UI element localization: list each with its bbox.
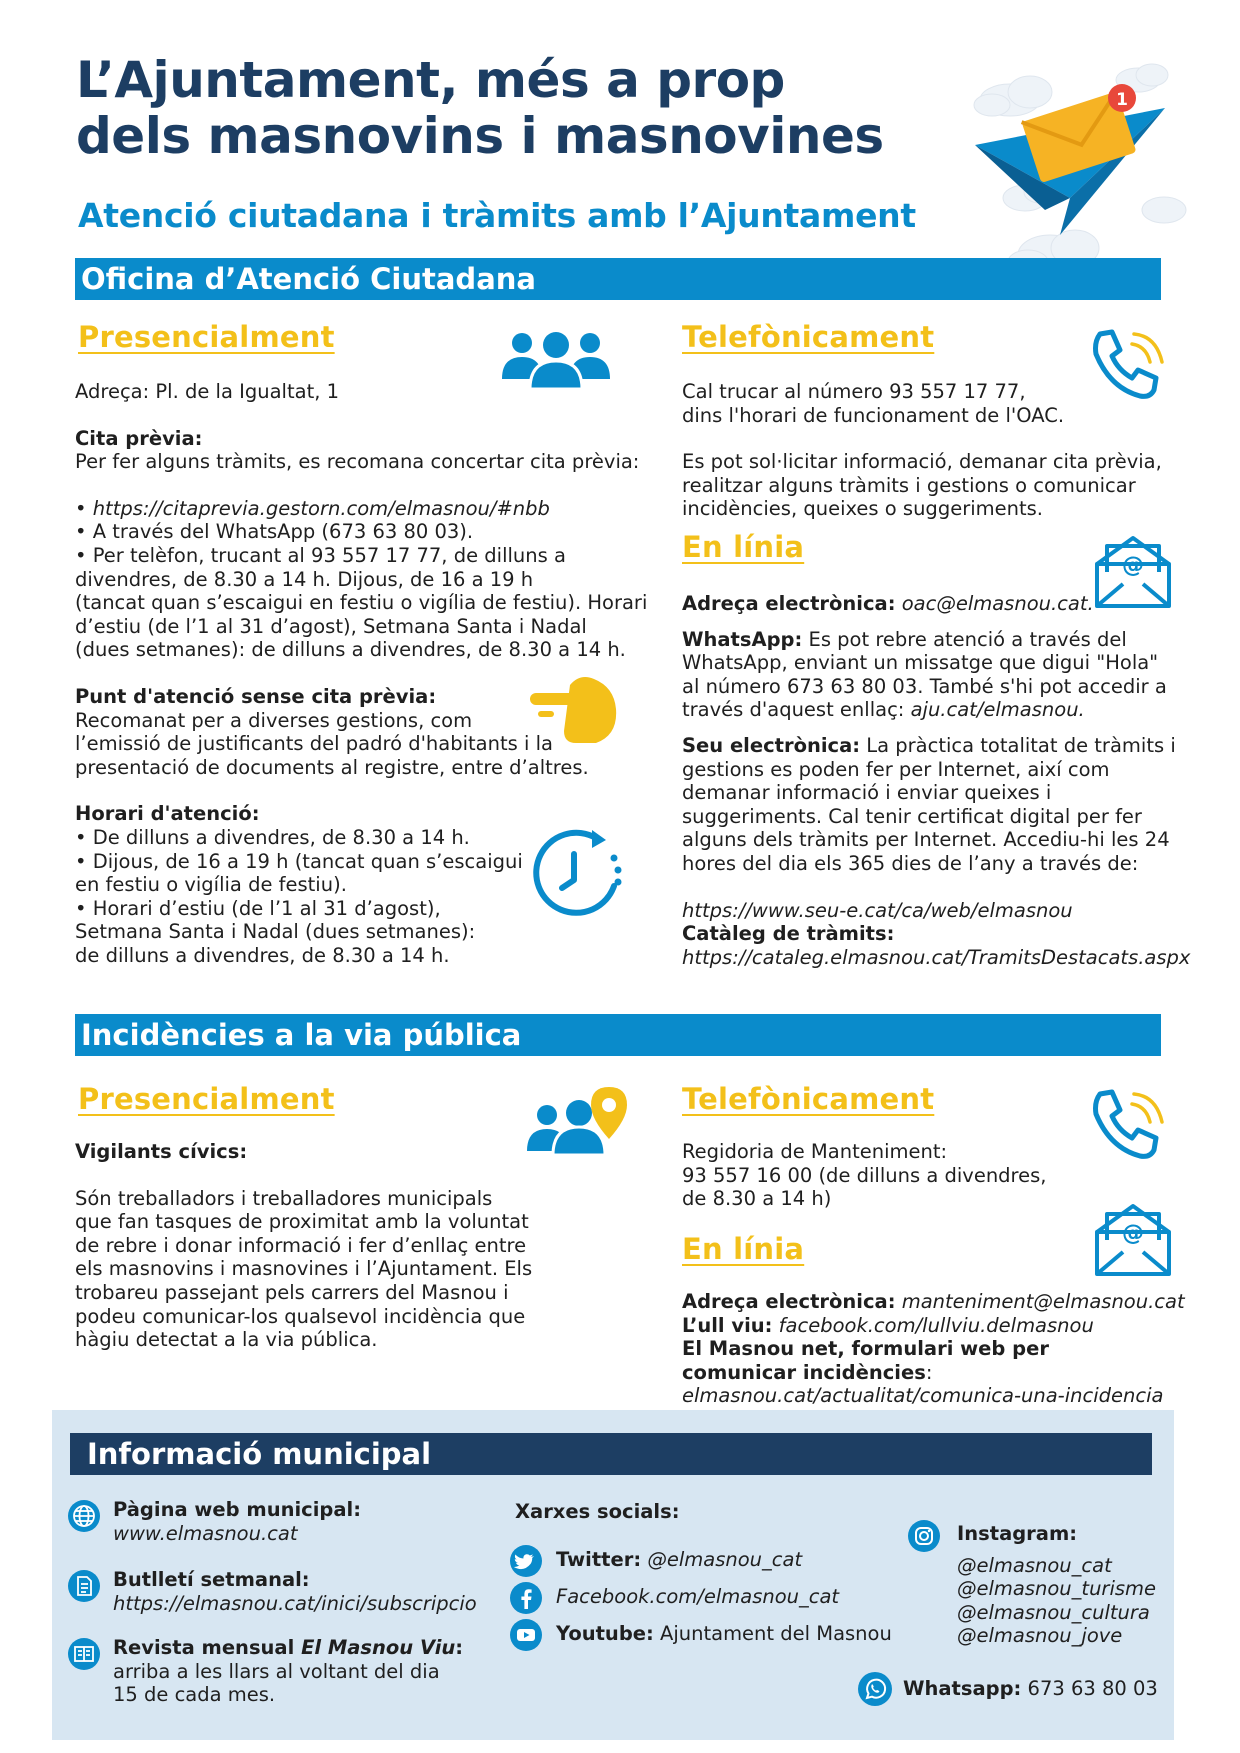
masnou-net-link[interactable]: elmasnou.cat/actualitat/comunica-una-incidencia [682, 1384, 1164, 1408]
email-envelope-icon [1093, 1200, 1173, 1282]
horari-title: Horari d'atenció: [75, 802, 260, 826]
horari-line: • De dilluns a divendres, de 8.30 a 14 h. [75, 825, 470, 849]
email-label: Adreça electrònica: [682, 1290, 896, 1313]
cataleg-label: Catàleg de tràmits: [682, 922, 895, 946]
email-link[interactable]: oac@elmasnou.cat. [901, 592, 1094, 615]
manteniment-line: de 8.30 a 14 h) [682, 1187, 832, 1211]
manteniment-line: 93 557 16 00 (de dilluns a divendres, [682, 1163, 1047, 1187]
vigilants-title: Vigilants cívics: [75, 1140, 248, 1163]
web-block [113, 1498, 361, 1545]
revista-line: 15 de cada mes. [113, 1683, 276, 1707]
email-label: Adreça electrònica: [682, 592, 896, 615]
heading-presencial-incidencies: Presencialment [78, 1082, 335, 1116]
svg-text:@: @ [1122, 553, 1144, 578]
section-band-incidencies: Incidències a la via pública [75, 1014, 1161, 1056]
oac-online-content [682, 592, 1191, 969]
vigilants-line: de rebre i donar informació i fer d’enllaç entre [75, 1233, 527, 1257]
whatsapp-line: WhatsApp, enviant un missatge que digui "Hola" [682, 651, 1159, 675]
cita-line: d’estiu (de l’1 al 31 d’agost), Setmana Santa i Nadal [75, 614, 587, 638]
instagram-handle[interactable]: @elmasnou_jove [957, 1624, 1123, 1648]
whatsapp-line: al número 673 63 80 03. També s'hi pot accedir a [682, 674, 1167, 698]
butlleti-label: Butlletí setmanal: [113, 1568, 310, 1591]
page-subtitle: Atenció ciutadana i tràmits amb l’Ajuntament [78, 196, 916, 235]
seu-line: suggeriments. Cal tenir certificat digital per fer [682, 804, 1142, 828]
whatsapp-line: través d'aquest enllaç: [682, 698, 911, 722]
section-band-info: Informació municipal [70, 1433, 1152, 1475]
masnou-net-label: El Masnou net, formulari web per [682, 1337, 1049, 1361]
cita-line: (dues setmanes): de dilluns a divendres, de 8.30 a 14 h. [75, 638, 626, 662]
telefon-line: Es pot sol·licitar informació, demanar cita prèvia, [682, 450, 1162, 474]
horari-line: Setmana Santa i Nadal (dues setmanes): [75, 920, 476, 944]
punt-line: presentació de documents al registre, entre d’altres. [75, 755, 589, 779]
heading-telefon-oac: Telefònicament [682, 320, 935, 354]
whatsapp-row [903, 1677, 1158, 1701]
facebook-icon[interactable] [510, 1582, 542, 1614]
vigilants-line: que fan tasques de proximitat amb la voluntat [75, 1210, 529, 1234]
revista-line: arriba a les llars al voltant del dia [113, 1659, 440, 1683]
cita-line: divendres, de 8.30 a 14 h. Dijous, de 16 a 19 h [75, 567, 534, 591]
globe-icon [68, 1500, 100, 1532]
seu-link[interactable]: https://www.seu-e.cat/ca/web/elmasnou [682, 898, 1073, 922]
vigilants-line: trobareu passejant pels carrers del Masnou i [75, 1280, 509, 1304]
whatsapp-text: Es pot rebre atenció a través del [802, 627, 1127, 651]
clock-icon [532, 828, 624, 924]
horari-line: de dilluns a divendres, de 8.30 a 14 h. [75, 943, 450, 967]
butlleti-block [113, 1568, 477, 1615]
whatsapp-icon[interactable] [858, 1672, 892, 1706]
telefon-line: incidències, queixes o suggeriments. [682, 497, 1043, 521]
masnou-net-colon: : [925, 1360, 933, 1384]
twitter-icon[interactable] [510, 1545, 542, 1577]
cita-title: Cita prèvia: [75, 426, 203, 450]
xarxes-label: Xarxes socials: [515, 1500, 680, 1523]
svg-text:@: @ [1122, 1221, 1144, 1246]
cita-line: (tancat quan s’escaigui en festiu o vigília de festiu). Horari [75, 591, 648, 615]
page-title: L’Ajuntament, més a prop dels masnovins i masnovines [76, 51, 884, 165]
manteniment-line: Regidoria de Manteniment: [682, 1140, 948, 1163]
instagram-icon[interactable] [908, 1520, 940, 1552]
pointing-hand-icon [530, 675, 622, 751]
seu-text: La pràctica totalitat de tràmits i [860, 733, 1176, 757]
twitter-link[interactable]: @elmasnou_cat [641, 1548, 803, 1571]
vigilants-line: podeu comunicar-los qualsevol incidència que [75, 1304, 526, 1328]
whatsapp-label: WhatsApp: [682, 627, 803, 651]
incidencies-online-content [682, 1290, 1185, 1408]
whatsapp-label: Whatsapp: [903, 1677, 1022, 1700]
revista-colon: : [455, 1636, 464, 1659]
heading-online-incidencies: En línia [682, 1232, 805, 1266]
section-band-oac: Oficina d’Atenció Ciutadana [75, 258, 1161, 300]
telefon-line: realitzar alguns tràmits i gestions o comunicar [682, 473, 1136, 497]
web-link[interactable]: www.elmasnou.cat [113, 1521, 298, 1545]
email-link[interactable]: manteniment@elmasnou.cat [895, 1290, 1185, 1313]
incidencies-telefon-content [682, 1140, 1122, 1211]
notification-badge: 1 [1116, 90, 1128, 110]
horari-line: en festiu o vigília de festiu). [75, 873, 347, 897]
youtube-channel[interactable]: Ajuntament del Masnou [653, 1622, 892, 1645]
vigilants-line: hàgiu detectat a la via pública. [75, 1328, 378, 1352]
butlleti-link[interactable]: https://elmasnou.cat/inici/subscripcio [113, 1591, 477, 1615]
vigilants-line: Són treballadors i treballadores municipals [75, 1186, 493, 1210]
punt-line: l’emissió de justificants del padró d'habitants i la [75, 732, 553, 756]
revista-label: Revista mensual [113, 1636, 302, 1659]
instagram-label: Instagram: [957, 1522, 1078, 1545]
punt-line: Recomanat per a diverses gestions, com [75, 708, 473, 732]
address-text: Adreça: Pl. de la Igualtat, 1 [75, 380, 340, 403]
newsletter-icon [68, 1570, 100, 1602]
seu-line: demanar informació i enviar queixes i [682, 781, 1052, 805]
horari-line: • Dijous, de 16 a 19 h (tancat quan s’escaigui [75, 849, 523, 873]
seu-line: hores del dia els 365 dies de l’any a través de: [682, 851, 1139, 875]
heading-telefon-incidencies: Telefònicament [682, 1082, 935, 1116]
seu-line: alguns dels tràmits per Internet. Accediu-hi les 24 [682, 828, 1170, 852]
cataleg-link[interactable]: https://cataleg.elmasnou.cat/TramitsDestacats.aspx [682, 945, 1191, 969]
twitter-label: Twitter: [556, 1548, 642, 1571]
facebook-link[interactable]: Facebook.com/elmasnou_cat [556, 1585, 840, 1608]
oac-telefon-content [682, 380, 1162, 521]
youtube-icon[interactable] [510, 1619, 542, 1651]
ull-viu-link[interactable]: facebook.com/lullviu.delmasnou [772, 1313, 1094, 1337]
instagram-handle[interactable]: @elmasnou_cultura [957, 1600, 1150, 1624]
whatsapp-number[interactable]: 673 63 80 03 [1021, 1677, 1158, 1700]
whatsapp-link[interactable]: aju.cat/elmasnou. [910, 698, 1085, 722]
instagram-handle[interactable]: @elmasnou_cat [957, 1553, 1112, 1577]
punt-title: Punt d'atenció sense cita prèvia: [75, 684, 437, 708]
seu-label: Seu electrònica: [682, 733, 861, 757]
ull-viu-label: L’ull viu: [682, 1313, 773, 1337]
seu-line: gestions es poden fer per Internet, així com [682, 757, 1110, 781]
web-label: Pàgina web municipal: [113, 1498, 361, 1521]
twitter-row [556, 1548, 802, 1572]
heading-online-oac: En línia [682, 530, 805, 564]
instagram-handle[interactable]: @elmasnou_turisme [957, 1577, 1157, 1601]
horari-line: • Horari d’estiu (de l’1 al 31 d’agost), [75, 896, 441, 920]
cita-line: • A través del WhatsApp (673 63 80 03). [75, 520, 474, 544]
envelope-plane-illustration [960, 50, 1190, 290]
incidencies-presencial-content [75, 1140, 615, 1352]
telefon-line: dins l'horari de funcionament de l'OAC. [682, 403, 1065, 427]
vigilants-line: els masnovins i masnovines i l’Ajuntament. Els [75, 1257, 533, 1281]
magazine-icon [68, 1638, 100, 1670]
masnou-net-label: comunicar incidències [682, 1360, 926, 1384]
instagram-block [957, 1522, 1156, 1648]
revista-block [113, 1636, 463, 1707]
cita-line: • Per telèfon, trucant al 93 557 17 77, de dilluns a [75, 543, 566, 567]
cita-link[interactable]: • https://citaprevia.gestorn.com/elmasnou/#nbb [75, 496, 550, 520]
youtube-label: Youtube: [556, 1622, 654, 1645]
telefon-line: Cal trucar al número 93 557 17 77, [682, 380, 1026, 403]
revista-name: El Masnou Viu [301, 1636, 456, 1659]
cita-intro: Per fer alguns tràmits, es recomana concertar cita prèvia: [75, 450, 640, 474]
youtube-row [556, 1622, 892, 1646]
heading-presencial-oac: Presencialment [78, 320, 335, 354]
